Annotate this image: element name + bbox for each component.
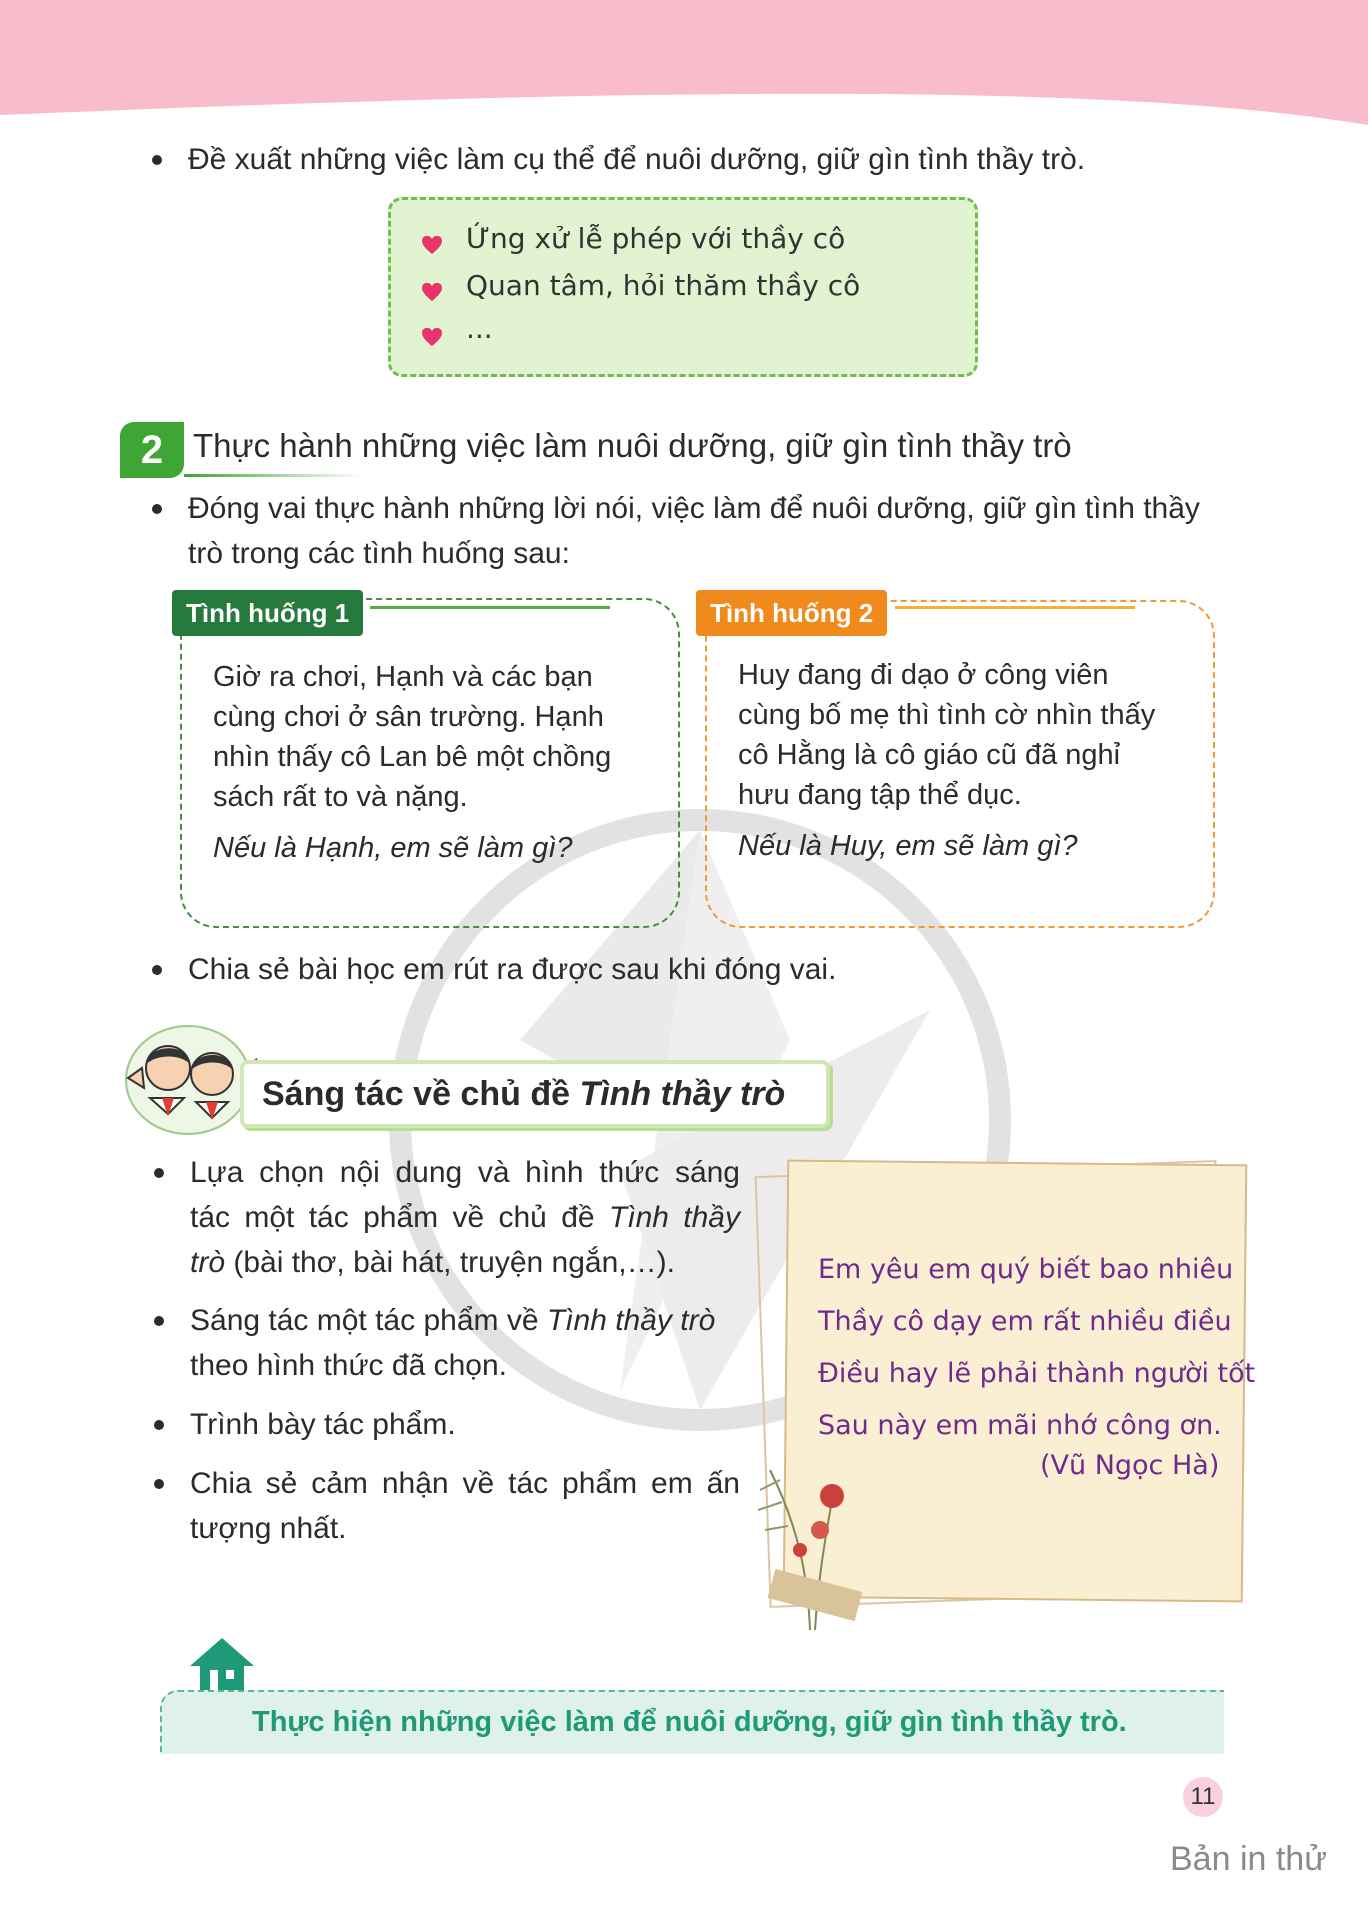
compose-line: tượng nhất.	[190, 1512, 347, 1545]
section-number: 2	[120, 422, 184, 478]
bullet-dot	[154, 1479, 164, 1489]
case-1-text	[213, 657, 643, 817]
compose-bullet-1	[190, 1150, 740, 1285]
suggestion-box	[388, 197, 978, 377]
top-pink-band	[0, 0, 1368, 130]
compose-text: (bài thơ, bài hát, truyện ngắn,…).	[225, 1246, 675, 1279]
compose-line: Chia sẻ cảm nhận về tác phẩm em ấn	[190, 1467, 740, 1500]
heart-icon	[421, 235, 443, 255]
section-underline	[184, 474, 364, 477]
suggestion-item: ...	[466, 312, 493, 345]
case-1-line: cùng chơi ở sân trường. Hạnh	[213, 701, 604, 733]
roleplay-bullet-line: Đóng vai thực hành những lời nói, việc làm để nuôi dưỡng, giữ gìn tình thầy	[188, 492, 1200, 525]
compose-bullet-3	[190, 1402, 456, 1447]
poem-line: Em yêu em quý biết bao nhiêu	[818, 1254, 1234, 1285]
compose-bullet-4	[190, 1461, 740, 1551]
suggestion-item: Quan tâm, hỏi thăm thầy cô	[466, 269, 861, 302]
page-number: 11	[1183, 1777, 1223, 1817]
bullet-dot	[152, 504, 162, 514]
section-3-title-prefix: Sáng tác về chủ đề	[262, 1075, 580, 1113]
case-2-accent	[895, 606, 1135, 609]
section-3-title-italic: Tình thầy trò	[579, 1075, 786, 1113]
compose-line	[190, 1240, 740, 1285]
case-1-line: Giờ ra chơi, Hạnh và các bạn	[213, 661, 593, 693]
bullet-dot	[154, 1420, 164, 1430]
case-1-question: Nếu là Hạnh, em sẽ làm gì?	[213, 832, 573, 864]
poem-line: Sau này em mãi nhớ công ơn.	[818, 1410, 1222, 1441]
case-1-tag: Tình huống 1	[172, 590, 363, 636]
share-bullet-text: Chia sẻ bài học em rút ra được sau khi đóng vai.	[188, 953, 837, 986]
intro-bullet	[188, 137, 1085, 182]
section-title: Thực hành những việc làm nuôi dưỡng, giữ gìn tình thầy trò	[193, 427, 1072, 464]
case-2-line: Huy đang đi dạo ở công viên	[738, 659, 1109, 691]
bullet-dot	[152, 155, 162, 165]
compose-bullet-2	[190, 1298, 740, 1388]
heart-icon	[421, 282, 443, 302]
poem-line: Thầy cô dạy em rất nhiều điều	[818, 1306, 1232, 1337]
case-2-line: cô Hằng là cô giáo cũ đã nghỉ	[738, 739, 1121, 771]
compose-line: Trình bày tác phẩm.	[190, 1408, 456, 1441]
homework-text: Thực hiện những việc làm để nuôi dưỡng, giữ gìn tình thầy trò.	[252, 1706, 1127, 1738]
bullet-dot	[154, 1316, 164, 1326]
poem-line: Điều hay lẽ phải thành người tốt	[818, 1358, 1256, 1389]
case-2-text	[738, 655, 1186, 815]
compose-text-italic: trò	[190, 1246, 226, 1279]
compose-line: theo hình thức đã chọn.	[190, 1349, 507, 1382]
compose-line: Lựa chọn nội dung và hình thức sáng	[190, 1156, 740, 1189]
flower-decoration	[740, 1430, 890, 1640]
case-2-question: Nếu là Huy, em sẽ làm gì?	[738, 830, 1078, 862]
case-1-line: sách rất to và nặng.	[213, 781, 468, 813]
case-1-line: nhìn thấy cô Lan bê một chồng	[213, 741, 612, 773]
roleplay-bullet	[188, 486, 1200, 576]
suggestion-item: Ứng xử lễ phép với thầy cô	[466, 222, 846, 255]
bullet-dot	[152, 965, 162, 975]
children-illustration	[120, 1018, 260, 1136]
compose-text-italic: Tình thầy trò	[546, 1304, 716, 1337]
compose-text-italic: Tình thầy	[608, 1201, 740, 1234]
section-3-title	[262, 1068, 785, 1120]
case-2-line: cùng bố mẹ thì tình cờ nhìn thấy	[738, 699, 1156, 731]
compose-line	[190, 1195, 740, 1240]
bullet-dot	[154, 1168, 164, 1178]
case-2-tag: Tình huống 2	[696, 590, 887, 636]
case-1-accent	[370, 606, 610, 609]
compose-text: tác một tác phẩm về chủ đề	[190, 1201, 609, 1234]
compose-line	[190, 1298, 740, 1343]
roleplay-bullet-line: trò trong các tình huống sau:	[188, 537, 570, 570]
compose-text: Sáng tác một tác phẩm về	[190, 1304, 547, 1337]
share-bullet	[188, 947, 836, 992]
poem-text	[818, 1244, 1255, 1452]
home-icon	[188, 1636, 256, 1694]
heart-icon	[421, 327, 443, 347]
poem-author: (Vũ Ngọc Hà)	[1040, 1450, 1220, 1481]
intro-bullet-text: Đề xuất những việc làm cụ thể để nuôi dưỡng, giữ gìn tình thầy trò.	[188, 143, 1086, 176]
draft-label: Bản in thử	[1170, 1840, 1327, 1878]
case-2-line: hưu đang tập thể dục.	[738, 779, 1022, 811]
